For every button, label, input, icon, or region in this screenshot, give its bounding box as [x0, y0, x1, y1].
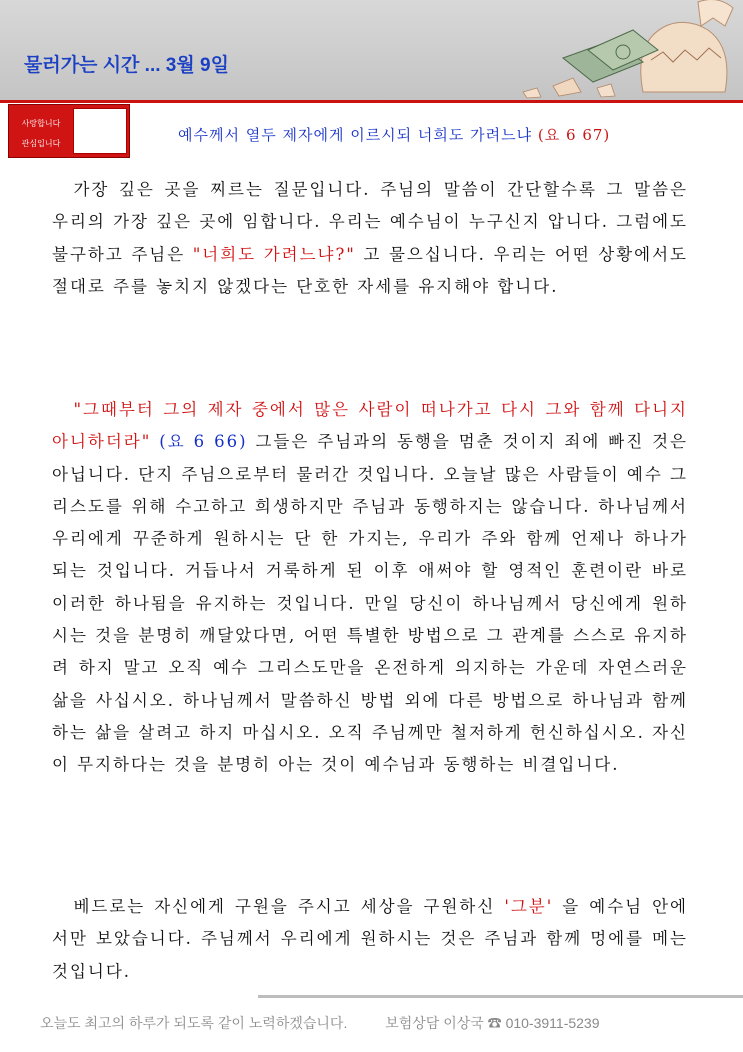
paragraph-1-text-b: 고 물으십니다. 우리는 어떤 상황에서도 절대로 주를 놓치지 않겠다는 단호한 자세를 유지해야 합니다. — [52, 244, 688, 296]
paragraph-3 — [52, 891, 688, 988]
scripture-verse — [178, 124, 610, 145]
paragraph-1 — [52, 174, 688, 303]
badge-blank-panel — [73, 108, 127, 154]
paragraph-2-text: 그들은 주님과의 동행을 멈춘 것이지 죄에 빠진 것은 아닙니다. 단지 주님으로부터 물러간 것입니다. 오늘날 많은 사람들이 예수 그리스도를 위해 수고하고 희생하지만 주님과 동행하지는 않습니다. 하나님께서 우리에게 꾸준하게 원하시는 단 한 가지는, 우리가 주와 함께 언제나 하나가 되는 것입니다. 거듭나서 거룩하게 된 이후 애써야 할 영적인 훈련이란 바로 이러한 하나됨을 유지하는 것입니다. 만일 당신이 하나님께서 당신에게 원하시는 것을 분명히 깨달았다면, 어떤 특별한 방법으로 그 관계를 스스로 유지하려 하지 말고 오직 예수 그리스도만을 온전하게 의지하는 가운데 자연스러운 삶을 사십시오. 하나님께서 말씀하신 방법 외에 다른 방법으로 하나님과 함께하는 삶을 살려고 하지 마십시오. 오직 주님께만 철저하게 헌신하십시오. 자신이 무지하다는 것을 분명히 아는 것이 예수님과 동행하는 비결입니다. — [52, 432, 688, 775]
badge-text — [13, 114, 69, 154]
paragraph-2 — [52, 394, 688, 782]
footer-slogan: 오늘도 최고의 하루가 되도록 같이 노력하겠습니다. — [40, 1015, 348, 1031]
badge-line-2: 관심입니다 — [21, 139, 61, 148]
badge-box — [8, 104, 130, 158]
footer — [40, 1013, 600, 1033]
paragraph-3-text-b: 을 예수님 안에서만 보았습니다. 주님께서 우리에게 원하시는 것은 주님과 함께 멍에를 메는 것입니다. — [52, 897, 688, 981]
paragraph-2-quote: "그때부터 그의 제자 중에서 많은 사람이 떠나가고 다시 그와 함께 다니지 아니하더라" — [52, 400, 688, 452]
verse-reference: (요 6 67) — [537, 126, 611, 144]
paragraph-2-reference: (요 6 66) — [151, 432, 248, 452]
verse-text: 예수께서 열두 제자에게 이르시되 너희도 가려느냐 — [178, 126, 533, 144]
footer-divider — [258, 995, 743, 998]
header-divider — [0, 100, 743, 103]
paragraph-1-text-a: 가장 깊은 곳을 찌르는 질문입니다. 주님의 말씀이 간단할수록 그 말씀은 우리의 가장 깊은 곳에 임합니다. 우리는 예수님이 누구신지 압니다. 그럼에도 불구하고 주님은 — [52, 180, 688, 264]
paragraph-3-text-a: 베드로는 자신에게 구원을 주시고 세상을 구원하신 — [73, 897, 505, 916]
paragraph-3-quote: '그분' — [504, 897, 554, 916]
footer-contact: 보험상담 이상국 ☎ 010-3911-5239 — [385, 1015, 600, 1031]
paragraph-1-quote: "너희도 가려느냐?" — [192, 244, 356, 264]
broken-eggshell-money-illustration — [493, 0, 743, 100]
header-bar — [0, 0, 743, 100]
page-title: 물러가는 시간 ... 3월 9일 — [24, 55, 229, 76]
badge-line-1: 사랑합니다 — [21, 119, 61, 128]
